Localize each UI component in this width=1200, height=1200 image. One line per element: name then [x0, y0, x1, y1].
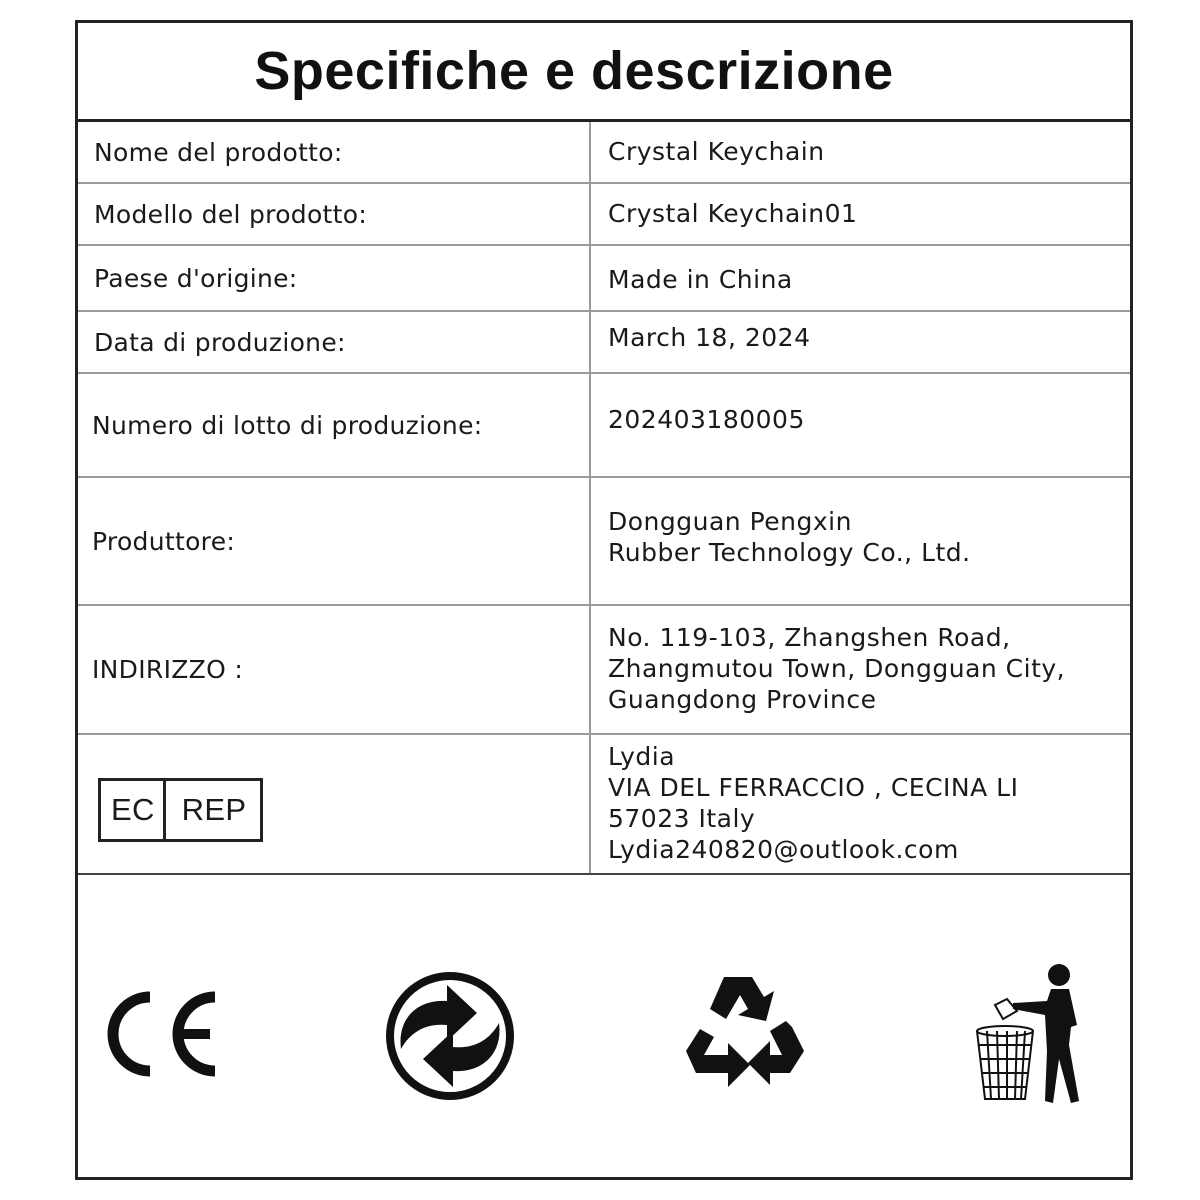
table-row	[78, 374, 1130, 478]
value-line: Lydia	[608, 742, 676, 771]
tidyman-bin-icon	[973, 959, 1098, 1109]
value-line: Zhangmutou Town, Dongguan City,	[608, 654, 1066, 683]
row-label-batch-number: Numero di lotto di produzione:	[78, 374, 591, 476]
page-title: Specifiche e descrizione	[78, 23, 1130, 122]
row-value-manufacturer	[591, 478, 1130, 604]
row-label-product-model: Modello del prodotto:	[78, 184, 591, 244]
row-label-address: INDIRIZZO :	[78, 606, 591, 733]
row-value-batch-number	[591, 374, 1130, 476]
compliance-symbols	[78, 893, 1130, 1177]
ec-rep-value	[591, 735, 1130, 873]
ec-rep-label	[78, 735, 591, 873]
value-line: Guangdong Province	[608, 685, 877, 714]
row-value-product-name	[591, 122, 1130, 182]
table-row	[78, 735, 1130, 875]
value-line: 202403180005	[608, 405, 805, 434]
row-label-product-name: Nome del prodotto:	[78, 122, 591, 182]
value-line: Dongguan Pengxin	[608, 507, 852, 536]
recycle-icon	[682, 973, 807, 1089]
ec-rep-ec-text: EC	[101, 781, 166, 839]
table-row	[78, 478, 1130, 606]
table-row	[78, 312, 1130, 374]
value-line: No. 119-103, Zhangshen Road,	[608, 623, 1011, 652]
row-label-production-date: Data di produzione:	[78, 312, 591, 372]
spec-sheet	[75, 20, 1133, 1180]
row-label-origin: Paese d'origine:	[78, 246, 591, 310]
green-dot-icon	[385, 971, 515, 1101]
row-value-product-model	[591, 184, 1130, 244]
value-line: Lydia240820@outlook.com	[608, 835, 959, 864]
ec-rep-symbol	[98, 778, 263, 842]
row-value-production-date	[591, 312, 1130, 372]
row-value-origin	[591, 246, 1130, 310]
value-line: Crystal Keychain01	[608, 199, 858, 228]
value-line: Made in China	[608, 265, 793, 294]
row-value-address	[591, 606, 1130, 733]
value-line: Rubber Technology Co., Ltd.	[608, 538, 971, 567]
table-row	[78, 122, 1130, 184]
value-line: VIA DEL FERRACCIO , CECINA LI	[608, 773, 1019, 802]
value-line: Crystal Keychain	[608, 137, 825, 166]
table-row	[78, 606, 1130, 735]
table-row	[78, 184, 1130, 246]
value-line: March 18, 2024	[608, 323, 811, 352]
value-line: 57023 Italy	[608, 804, 756, 833]
table-row	[78, 246, 1130, 312]
row-label-manufacturer: Produttore:	[78, 478, 591, 604]
ce-mark-icon	[98, 989, 223, 1079]
ec-rep-rep-text: REP	[181, 792, 247, 827]
